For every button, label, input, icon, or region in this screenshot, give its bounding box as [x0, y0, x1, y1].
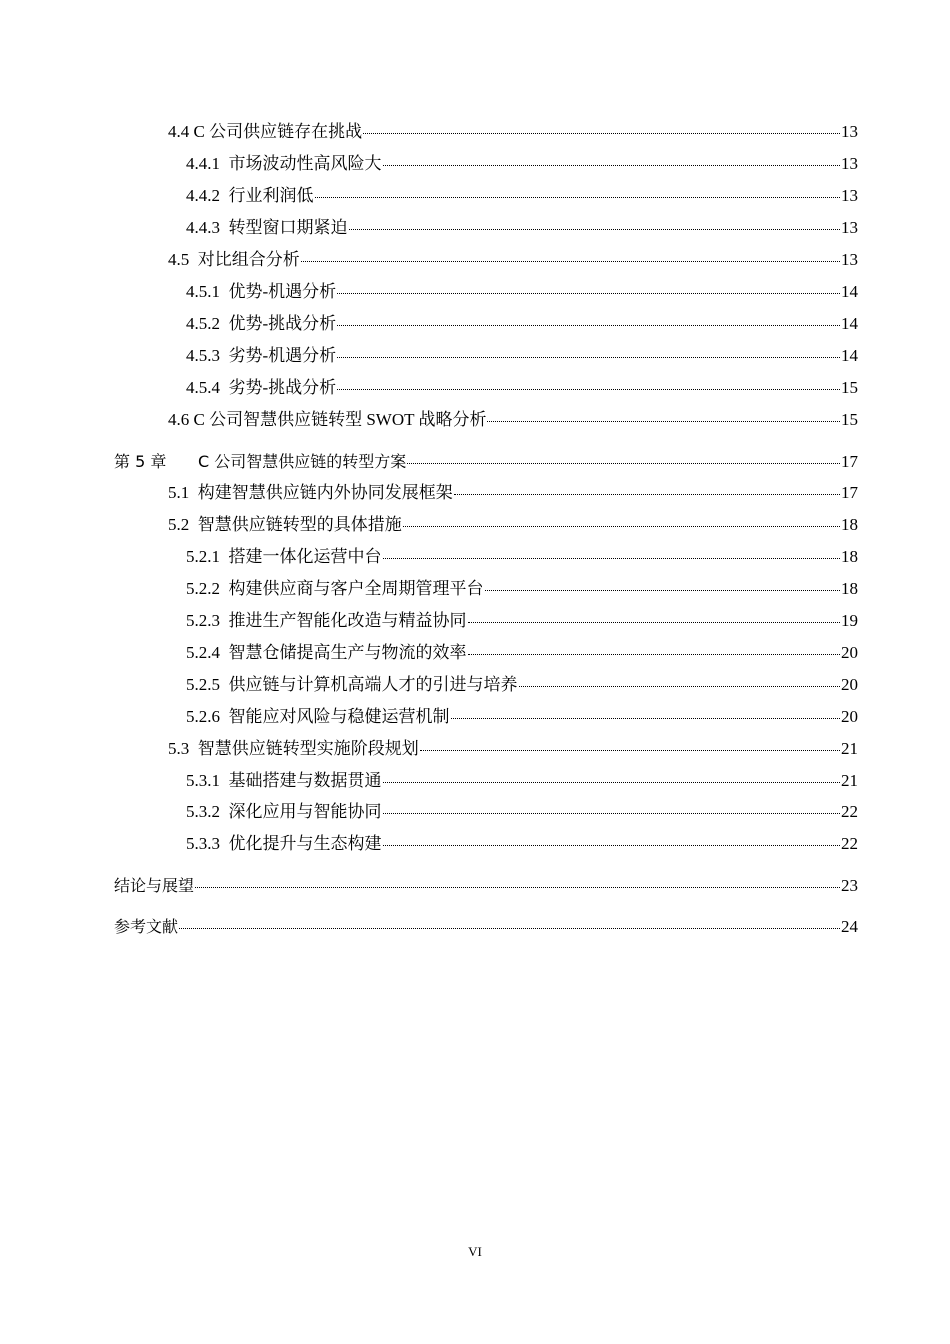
toc-number: 5.2.5	[186, 675, 220, 694]
toc-entry[interactable]	[168, 249, 858, 271]
toc-page-number: 13	[841, 218, 858, 237]
toc-number: 4.5.4	[186, 378, 220, 397]
toc-page-number: 18	[841, 547, 858, 566]
dot-leader	[403, 526, 840, 527]
toc-title: 基础搭建与数据贯通	[228, 771, 382, 790]
toc-page-number: 13	[841, 186, 858, 205]
toc-entry[interactable]	[186, 281, 858, 303]
toc-entry[interactable]	[186, 546, 858, 568]
toc-page-number: 14	[841, 346, 858, 365]
dot-leader	[383, 558, 841, 559]
toc-entry[interactable]	[186, 674, 858, 696]
toc-number: 5.2	[168, 515, 190, 534]
toc-entry[interactable]	[168, 482, 858, 504]
toc-number: 4.5.3	[186, 346, 220, 365]
toc-entry[interactable]	[186, 833, 858, 855]
toc-page-number: 15	[841, 378, 858, 397]
toc-number: 4.5.2	[186, 314, 220, 333]
toc-page-number: 22	[841, 802, 858, 821]
toc-number: 5.2.3	[186, 611, 220, 630]
toc-entry[interactable]	[168, 738, 858, 760]
toc-entry[interactable]	[186, 642, 858, 664]
toc-entry[interactable]	[186, 706, 858, 728]
toc-title: 供应链与计算机高端人才的引进与培养	[228, 675, 518, 694]
toc-page-number: 19	[841, 611, 858, 630]
toc-number: 4.6 C	[168, 410, 205, 429]
toc-title: 推进生产智能化改造与精益协同	[228, 611, 467, 630]
toc-entry[interactable]	[168, 121, 858, 143]
toc-number: 5.2.4	[186, 643, 220, 662]
toc-title: 结论与展望	[114, 876, 195, 895]
toc-number: 5.2.1	[186, 547, 220, 566]
toc-number: 4.4 C	[168, 122, 205, 141]
dot-leader	[383, 813, 841, 814]
toc-number: 4.4.1	[186, 154, 220, 173]
dot-leader	[487, 421, 840, 422]
dot-leader	[485, 590, 841, 591]
toc-number: 4.5	[168, 250, 190, 269]
toc-entry[interactable]	[186, 185, 858, 207]
toc-title: 参考文献	[114, 917, 179, 936]
dot-leader	[337, 357, 840, 358]
toc-page-number: 17	[841, 483, 858, 502]
dot-leader	[195, 887, 840, 888]
toc-title: 优势-挑战分析	[228, 314, 337, 333]
dot-leader	[383, 165, 841, 166]
toc-title: C 公司智慧供应链的转型方案	[198, 452, 407, 471]
toc-page-number: 13	[841, 122, 858, 141]
toc-page-number: 14	[841, 282, 858, 301]
toc-chapter-entry[interactable]	[114, 875, 858, 897]
toc-page-number: 22	[841, 834, 858, 853]
dot-leader	[337, 389, 840, 390]
toc-title: 对比组合分析	[197, 250, 300, 269]
toc-page-number: 18	[841, 515, 858, 534]
toc-number: 5.3.3	[186, 834, 220, 853]
toc-title: 市场波动性高风险大	[228, 154, 382, 173]
toc-entry[interactable]	[168, 409, 858, 431]
toc-page-number: 15	[841, 410, 858, 429]
toc-number: 5.3.2	[186, 802, 220, 821]
toc-title: 深化应用与智能协同	[228, 802, 382, 821]
toc-entry[interactable]	[186, 345, 858, 367]
toc-title: 公司智慧供应链转型 SWOT 战略分析	[209, 410, 487, 429]
toc-page-number: 20	[841, 707, 858, 726]
dot-leader	[179, 928, 840, 929]
toc-number: 5.2.6	[186, 707, 220, 726]
toc-entry[interactable]	[186, 217, 858, 239]
dot-leader	[383, 782, 841, 783]
page-number-footer: VI	[468, 1244, 482, 1259]
toc-title: 智慧供应链转型的具体措施	[197, 515, 402, 534]
toc-title: 构建智慧供应链内外协同发展框架	[197, 483, 453, 502]
dot-leader	[407, 463, 840, 464]
toc-number: 4.5.1	[186, 282, 220, 301]
toc-number: 第 5 章	[114, 452, 167, 471]
toc-page-number: 23	[841, 876, 858, 895]
toc-page-number: 14	[841, 314, 858, 333]
toc-page-number: 21	[841, 739, 858, 758]
toc-number: 5.2.2	[186, 579, 220, 598]
toc-entry[interactable]	[186, 313, 858, 335]
dot-leader	[519, 686, 841, 687]
dot-leader	[420, 750, 840, 751]
toc-page-number: 13	[841, 250, 858, 269]
toc-title: 优势-机遇分析	[228, 282, 337, 301]
toc-page-number: 20	[841, 643, 858, 662]
toc-number: 4.4.2	[186, 186, 220, 205]
toc-number: 5.3	[168, 739, 190, 758]
toc-number: 4.4.3	[186, 218, 220, 237]
toc-entry[interactable]	[186, 153, 858, 175]
dot-leader	[451, 718, 841, 719]
toc-title: 劣势-挑战分析	[228, 378, 337, 397]
toc-page-number: 17	[841, 452, 858, 471]
toc-title: 优化提升与生态构建	[228, 834, 382, 853]
toc-title: 构建供应商与客户全周期管理平台	[228, 579, 484, 598]
dot-leader	[383, 845, 841, 846]
toc-entry[interactable]	[186, 770, 858, 792]
toc-page-number: 13	[841, 154, 858, 173]
toc-page-number: 20	[841, 675, 858, 694]
toc-page-number: 18	[841, 579, 858, 598]
toc-number: 5.1	[168, 483, 190, 502]
toc-number: 5.3.1	[186, 771, 220, 790]
toc-title: 智慧仓储提高生产与物流的效率	[228, 643, 467, 662]
toc-page-number: 24	[841, 917, 858, 936]
toc-chapter-entry[interactable]	[114, 916, 858, 938]
toc-title: 转型窗口期紧迫	[228, 218, 348, 237]
dot-leader	[337, 325, 840, 326]
toc-title: 智慧供应链转型实施阶段规划	[197, 739, 419, 758]
dot-leader	[363, 133, 840, 134]
dot-leader	[468, 622, 841, 623]
toc-entry[interactable]	[186, 801, 858, 823]
toc-title: 智能应对风险与稳健运营机制	[228, 707, 450, 726]
toc-entry[interactable]	[168, 514, 858, 536]
toc-entry[interactable]	[186, 578, 858, 600]
toc-chapter-entry[interactable]	[114, 451, 858, 473]
toc-title: 搭建一体化运营中台	[228, 547, 382, 566]
toc-title: 劣势-机遇分析	[228, 346, 337, 365]
dot-leader	[337, 293, 840, 294]
dot-leader	[468, 654, 841, 655]
toc-page-number: 21	[841, 771, 858, 790]
dot-leader	[349, 229, 841, 230]
toc-title: 公司供应链存在挑战	[209, 122, 363, 141]
toc-entry[interactable]	[186, 377, 858, 399]
dot-leader	[301, 261, 840, 262]
dot-leader	[315, 197, 841, 198]
toc-title: 行业利润低	[228, 186, 314, 205]
toc-entry[interactable]	[186, 610, 858, 632]
dot-leader	[454, 494, 840, 495]
